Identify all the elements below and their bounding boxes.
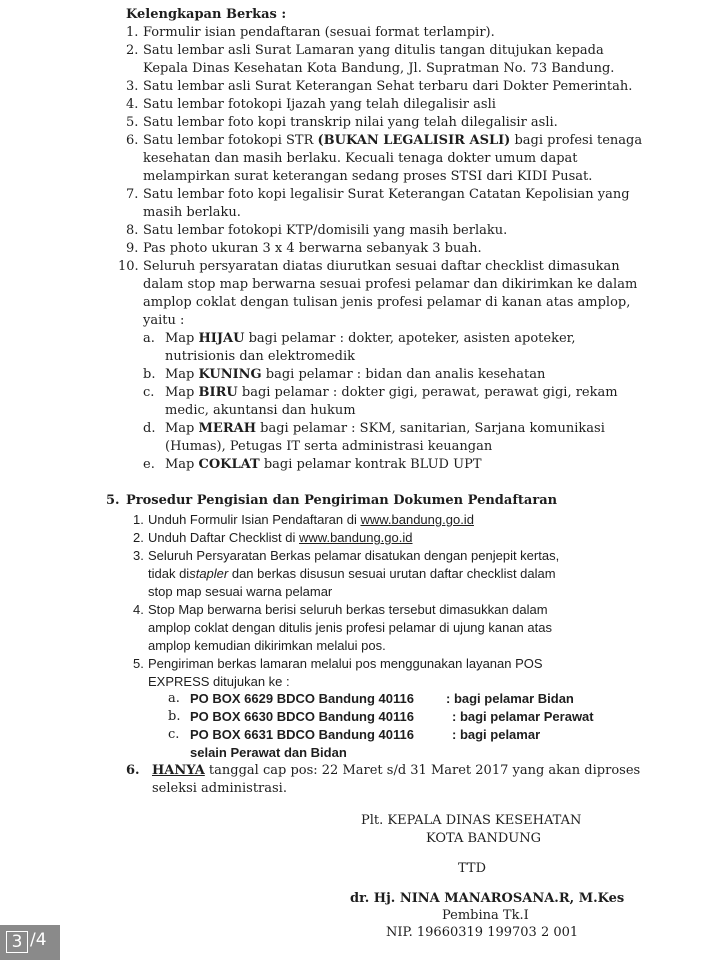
- current-page: 3: [6, 931, 28, 953]
- pobox-letter: c.: [168, 727, 180, 742]
- pobox-target: : bagi pelamar: [452, 727, 541, 742]
- item-text: Satu lembar asli Surat Lamaran yang ditulis tangan ditujukan kepada: [143, 43, 604, 58]
- signature-title: Plt. KEPALA DINAS KESEHATAN: [361, 813, 582, 828]
- item-text: kesehatan dan masih berlaku. Kecuali tenaga dokter umum dapat: [143, 151, 578, 166]
- pobox-address: PO BOX 6631 BDCO Bandung 40116: [190, 727, 414, 742]
- map-color-biru: BIRU: [198, 385, 238, 400]
- item-number: 5.: [126, 115, 139, 130]
- map-color-hijau: HIJAU: [198, 331, 245, 346]
- item-text: amplop kemudian dikirimkan melalui pos.: [148, 638, 386, 653]
- item-text: Pengiriman berkas lamaran melalui pos menggunakan layanan POS: [148, 656, 543, 671]
- pobox-letter: b.: [168, 709, 181, 724]
- item-text: [152, 762, 640, 780]
- item-text: Seluruh persyaratan diatas diurutkan sesuai daftar checklist dimasukan: [143, 259, 620, 274]
- map-color-merah: MERAH: [198, 421, 256, 436]
- signature-title: KOTA BANDUNG: [426, 831, 541, 846]
- item-text: Formulir isian pendaftaran (sesuai format terlampir).: [143, 25, 495, 40]
- map-color-coklat: COKLAT: [198, 457, 260, 472]
- hanya-note: HANYA: [152, 763, 205, 778]
- item-text-part: Unduh Daftar Checklist di: [148, 530, 300, 545]
- item-text: Kepala Dinas Kesehatan Kota Bandung, Jl. Supratman No. 73 Bandung.: [143, 61, 615, 76]
- total-pages: /4: [30, 930, 47, 950]
- item-text: Pas photo ukuran 3 x 4 berwarna sebanyak 3 buah.: [143, 241, 482, 256]
- item-text: yaitu :: [143, 313, 185, 328]
- item-number: 8.: [126, 223, 139, 238]
- item-text-part: bagi profesi tenaga: [510, 133, 643, 148]
- map-letter: b.: [143, 367, 156, 382]
- item-number: 7.: [126, 187, 139, 202]
- stapler-word: stapler: [189, 566, 229, 581]
- map-letter: a.: [143, 331, 155, 346]
- signatory-nip: NIP. 19660319 199703 2 001: [386, 925, 579, 940]
- item-text: Satu lembar fotokopi KTP/domisili yang masih berlaku.: [143, 223, 508, 238]
- signatory-name: dr. Hj. NINA MANAROSANA.R, M.Kes: [350, 891, 625, 906]
- item-text: Seluruh Persyaratan Berkas pelamar disatukan dengan penjepit kertas,: [148, 548, 560, 563]
- kelengkapan-heading: Kelengkapan Berkas :: [126, 7, 287, 22]
- map-text: [165, 366, 545, 384]
- bukan-legalisir-note: (BUKAN LEGALISIR ASLI): [317, 133, 511, 148]
- map-text-part: bagi pelamar : dokter, apoteker, asisten apoteker,: [244, 331, 576, 346]
- map-text-part: bagi pelamar : dokter gigi, perawat, perawat gigi, rekam: [237, 385, 618, 400]
- item-number: 4.: [126, 97, 139, 112]
- map-text-part: Map: [165, 331, 199, 346]
- item-text-part: Unduh Formulir Isian Pendaftaran di: [148, 512, 361, 527]
- pobox-address: PO BOX 6630 BDCO Bandung 40116: [190, 709, 414, 724]
- item-number: 2.: [133, 530, 144, 545]
- map-text: [165, 420, 605, 438]
- item-text-part: dan berkas disusun sesuai urutan daftar checklist dalam: [228, 566, 556, 581]
- map-letter: c.: [143, 385, 155, 400]
- map-text-part: Map: [165, 385, 199, 400]
- map-text: nutrisionis dan elektromedik: [165, 349, 355, 364]
- item-text: amplop coklat dengan tulisan jenis profesi pelamar di kanan atas amplop,: [143, 295, 631, 310]
- item-text: Satu lembar asli Surat Keterangan Sehat terbaru dari Dokter Pemerintah.: [143, 79, 633, 94]
- map-letter: d.: [143, 421, 156, 436]
- item-number: 1.: [133, 512, 144, 527]
- item-text-part: tidak di: [148, 566, 190, 581]
- item-text: Satu lembar foto kopi transkrip nilai yang telah dilegalisir asli.: [143, 115, 558, 130]
- map-text-part: bagi pelamar : SKM, sanitarian, Sarjana komunikasi: [256, 421, 605, 436]
- item-text: Satu lembar foto kopi legalisir Surat Keterangan Catatan Kepolisian yang: [143, 187, 630, 202]
- map-text-part: bagi pelamar kontrak BLUD UPT: [259, 457, 482, 472]
- item-text: masih berlaku.: [143, 205, 241, 220]
- signatory-rank: Pembina Tk.I: [442, 908, 529, 923]
- pobox-target: : bagi pelamar Perawat: [452, 709, 594, 724]
- item-number: 9.: [126, 241, 139, 256]
- item-text: [148, 565, 556, 583]
- item-text: dalam stop map berwarna sesuai profesi pelamar dan dikirimkan ke dalam: [143, 277, 638, 292]
- item-number: 10.: [118, 259, 139, 274]
- item-number: 3.: [126, 79, 139, 94]
- item-text: Satu lembar fotokopi Ijazah yang telah dilegalisir asli: [143, 97, 496, 112]
- item-text: stop map sesuai warna pelamar: [148, 584, 333, 599]
- website-link[interactable]: www.bandung.go.id: [299, 530, 413, 545]
- item-text-part: Satu lembar fotokopi STR: [143, 133, 318, 148]
- map-text: medic, akuntansi dan hukum: [165, 403, 356, 418]
- item-number: 2.: [126, 43, 139, 58]
- item-text: Stop Map berwarna berisi seluruh berkas tersebut dimasukkan dalam: [148, 602, 548, 617]
- map-text: [165, 384, 618, 402]
- map-text: [165, 456, 482, 474]
- item-text-part: tanggal cap pos: 22 Maret s/d 31 Maret 2017 yang akan diproses: [204, 763, 641, 778]
- item-number: 6.: [126, 133, 139, 148]
- page-indicator[interactable]: [0, 925, 60, 960]
- item-number: 3.: [133, 548, 144, 563]
- item-text: EXPRESS ditujukan ke :: [148, 674, 290, 689]
- item-number: 5.: [133, 656, 144, 671]
- item-text: amplop coklat dengan ditulis jenis profesi pelamar di ujung kanan atas: [148, 620, 552, 635]
- item-text: [148, 529, 413, 547]
- item-text: melampirkan surat keterangan sedang proses STSI dari KIDI Pusat.: [143, 169, 593, 184]
- item-text: [143, 132, 642, 150]
- pobox-target: selain Perawat dan Bidan: [190, 745, 347, 760]
- item-text: seleksi administrasi.: [152, 781, 287, 796]
- item-number: 6.: [126, 763, 140, 778]
- map-text: [165, 330, 576, 348]
- pobox-target: : bagi pelamar Bidan: [446, 691, 574, 706]
- pobox-address: PO BOX 6629 BDCO Bandung 40116: [190, 691, 414, 706]
- map-text: (Humas), Petugas IT serta administrasi keuangan: [165, 439, 493, 454]
- item-number: 1.: [126, 25, 139, 40]
- section-number: 5.: [106, 493, 120, 508]
- map-letter: e.: [143, 457, 155, 472]
- item-number: 4.: [133, 602, 144, 617]
- website-link[interactable]: www.bandung.go.id: [360, 512, 474, 527]
- map-text-part: Map: [165, 367, 199, 382]
- item-text: [148, 511, 474, 529]
- signature-ttd: TTD: [458, 861, 487, 876]
- map-color-kuning: KUNING: [198, 367, 262, 382]
- map-text-part: Map: [165, 457, 199, 472]
- prosedur-heading: Prosedur Pengisian dan Pengiriman Dokumen Pendaftaran: [126, 493, 558, 508]
- pobox-letter: a.: [168, 691, 180, 706]
- map-text-part: bagi pelamar : bidan dan analis kesehatan: [261, 367, 546, 382]
- map-text-part: Map: [165, 421, 199, 436]
